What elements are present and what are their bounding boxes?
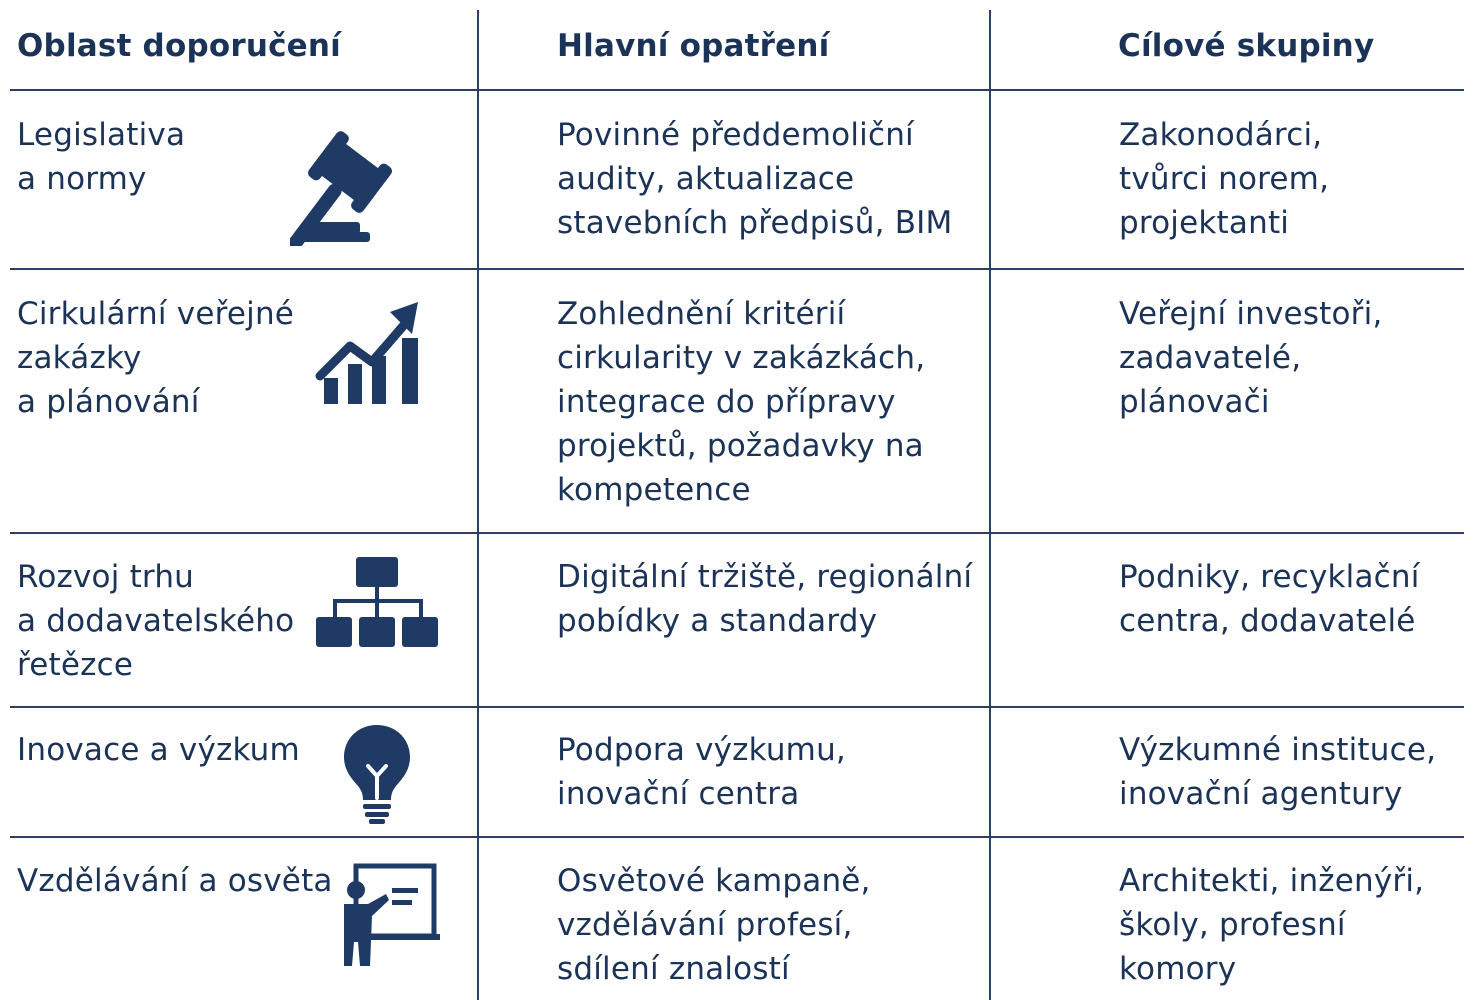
- row3-groups: Podniky, recyklační centra, dodavatelé: [1119, 559, 1420, 639]
- row2-measures: Zohlednění kritérií cirkularity v zakázkách, integrace do přípravy projektů, požadavky na kompetence: [557, 296, 926, 508]
- header-groups: Cílové skupiny: [1118, 28, 1375, 64]
- lightbulb-icon: [340, 722, 414, 826]
- row5-groups: Architekti, inženýři, školy, profesní komory: [1119, 863, 1425, 987]
- row-divider-1: [10, 268, 1464, 270]
- row3-area: Rozvoj trhu a dodavatelského řetězce: [17, 559, 295, 683]
- column-divider-2: [989, 10, 991, 1000]
- row3-measures: Digitální tržiště, regionální pobídky a standardy: [557, 559, 973, 639]
- hierarchy-icon: [314, 555, 440, 651]
- row4-groups: Výzkumné instituce, inovační agentury: [1119, 732, 1437, 812]
- row5-area: Vzdělávání a osvěta: [17, 863, 333, 899]
- column-divider-1: [477, 10, 479, 1000]
- header-measures: Hlavní opatření: [557, 28, 830, 64]
- gavel-icon: [290, 122, 440, 246]
- header-area: Oblast doporučení: [17, 28, 341, 64]
- row-divider-3: [10, 706, 1464, 708]
- row-divider-2: [10, 532, 1464, 534]
- row4-measures: Podpora výzkumu, inovační centra: [557, 732, 846, 812]
- row1-area: Legislativa a normy: [17, 117, 186, 197]
- row2-groups: Veřejní investoři, zadavatelé, plánovači: [1119, 296, 1383, 420]
- row2-area: Cirkulární veřejné zakázky a plánování: [17, 296, 295, 420]
- row5-measures: Osvětové kampaně, vzdělávání profesí, sdílení znalostí: [557, 863, 871, 987]
- row1-measures: Povinné předdemoliční audity, aktualizace stavebních předpisů, BIM: [557, 117, 953, 241]
- row4-area: Inovace a výzkum: [17, 732, 300, 768]
- row-divider-header: [10, 89, 1464, 91]
- presentation-teacher-icon: [336, 862, 440, 968]
- row-divider-4: [10, 836, 1464, 838]
- growth-chart-icon: [314, 300, 426, 408]
- row1-groups: Zakonodárci, tvůrci norem, projektanti: [1119, 117, 1330, 241]
